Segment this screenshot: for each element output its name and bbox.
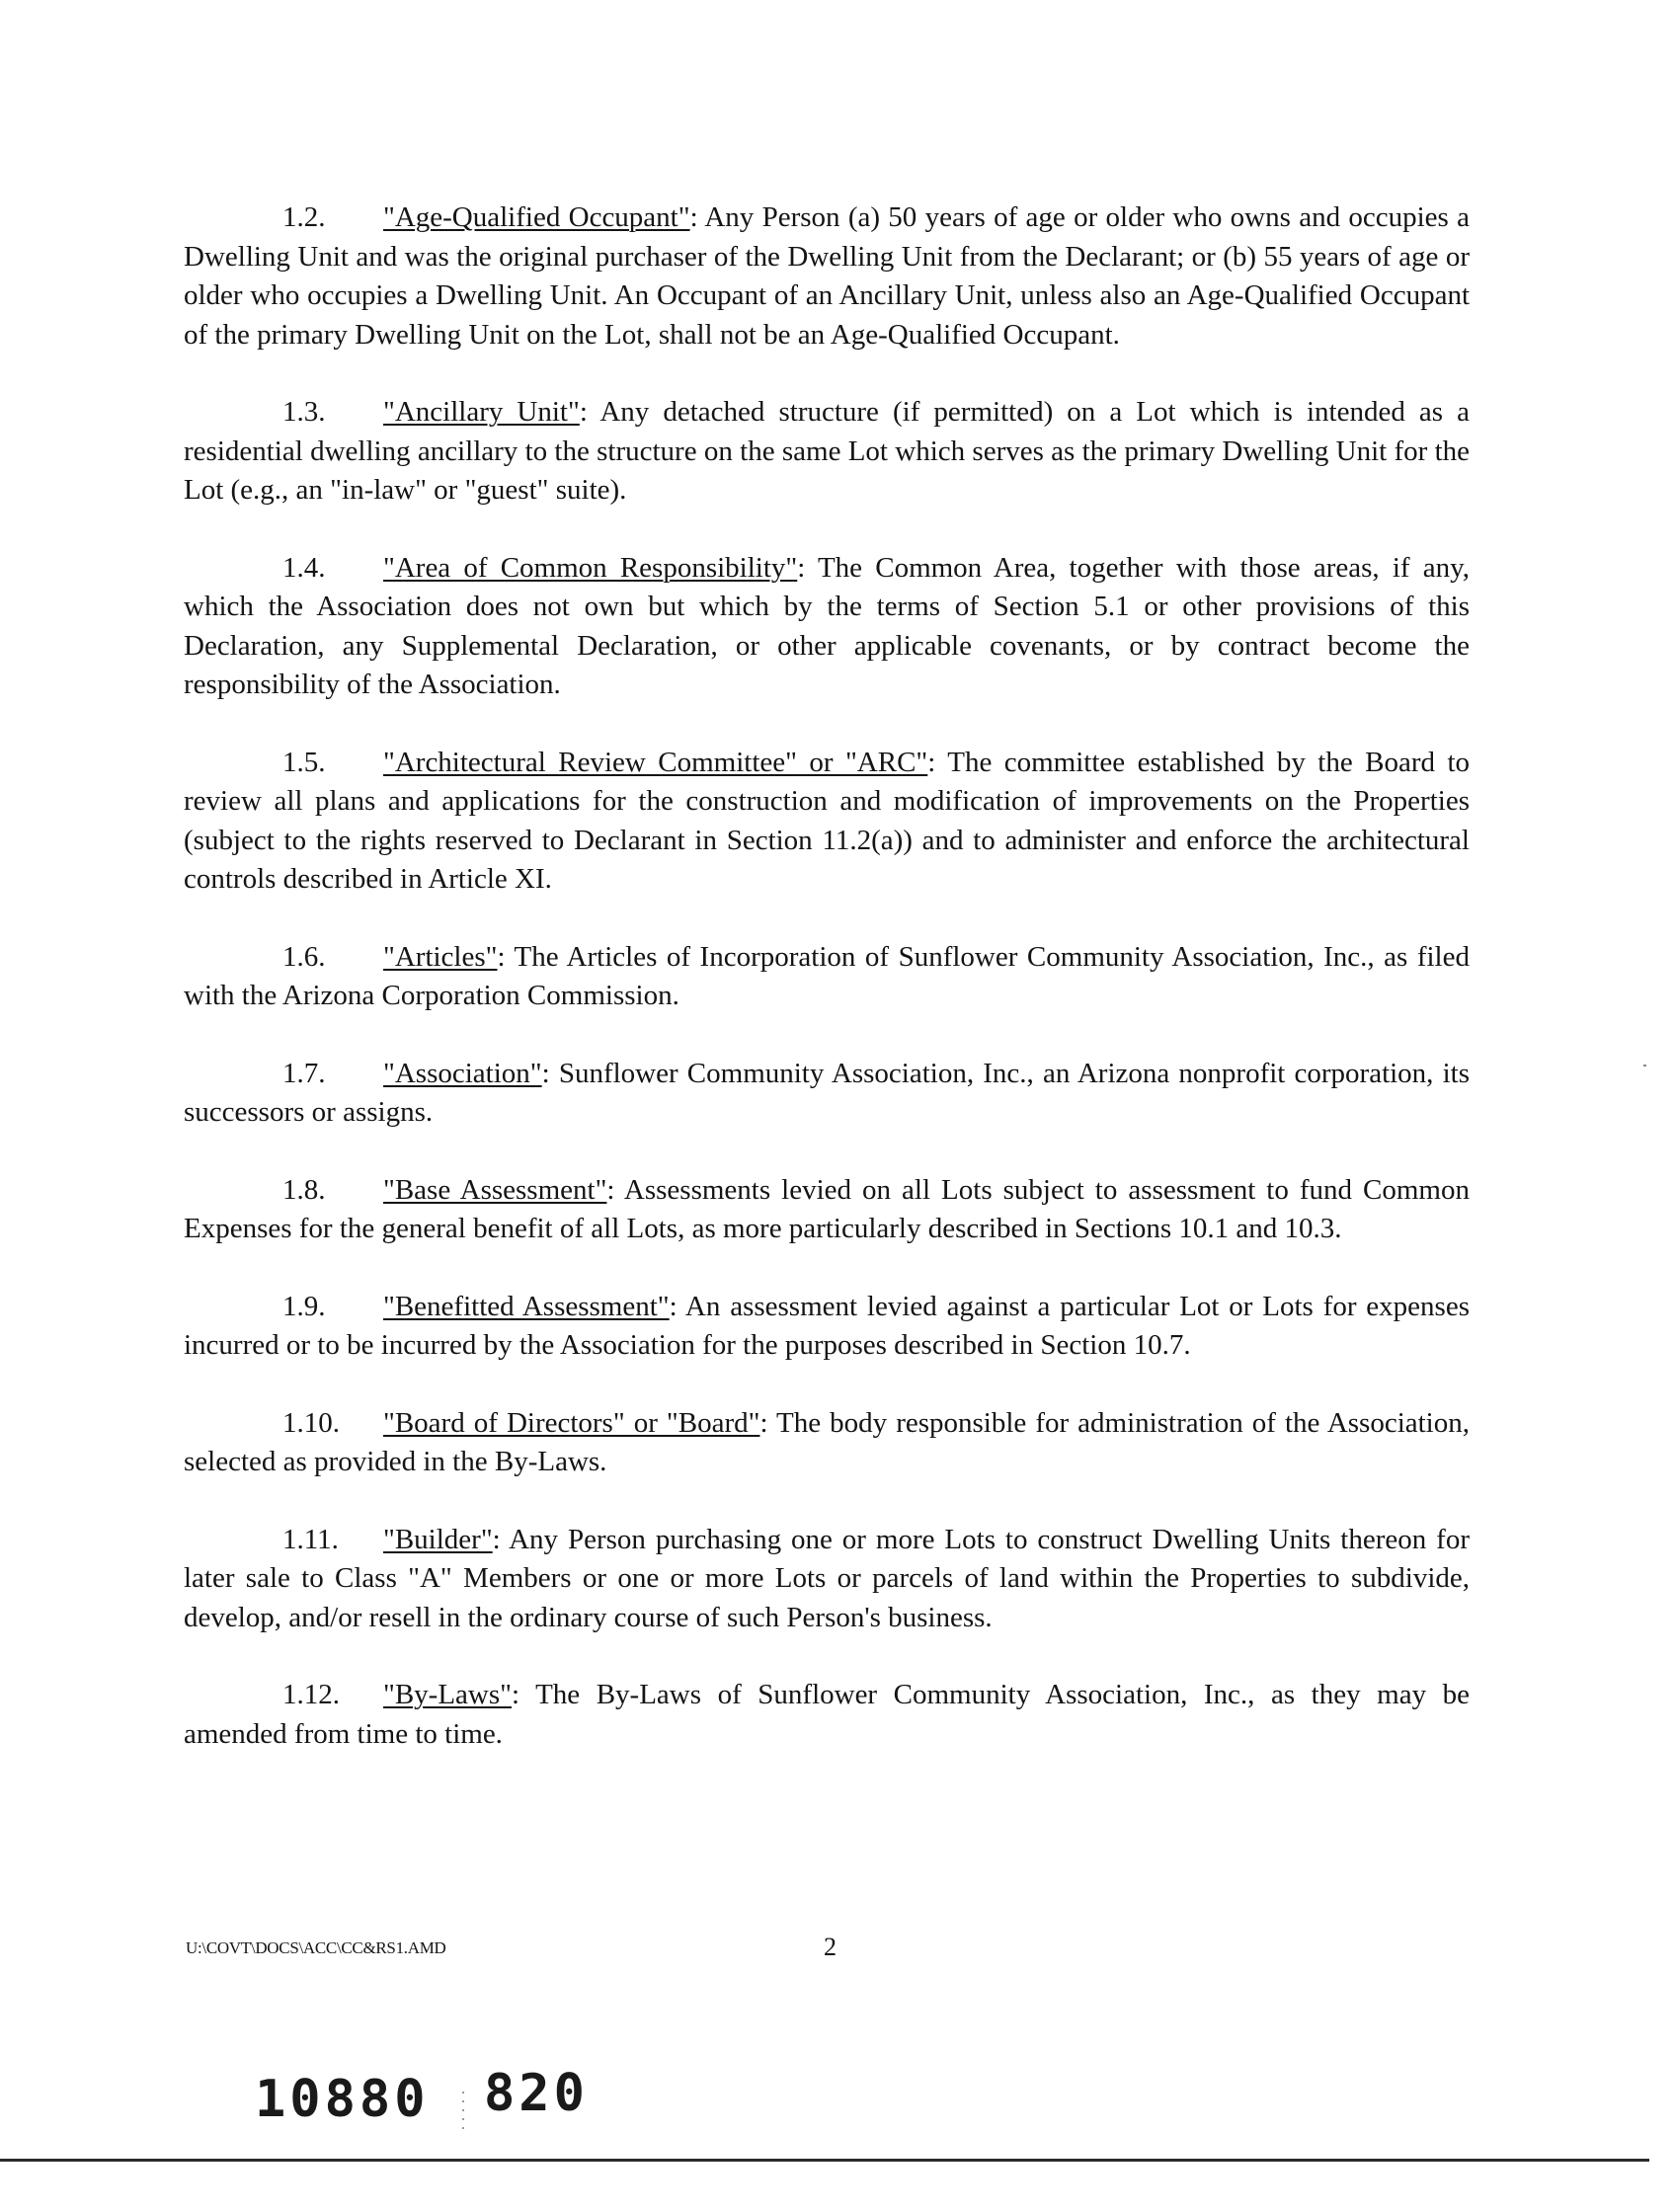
definition-text: : Any Person purchasing one or more Lots to construct Dwelling Units thereon for later sale to Class "A" Members or one or more Lots or parcels of land within the Properties to subdivide, develop, and/or resell in the ordinary course of such Person's business. <box>184 1523 1470 1633</box>
defined-term: "Architectural Review Committee" or "ARC" <box>383 746 928 778</box>
definition-number: 1.8. <box>282 1173 326 1206</box>
defined-term: "Articles" <box>383 940 498 973</box>
defined-term: "Area of Common Responsibility" <box>383 551 798 584</box>
definition-1-4 <box>184 549 1470 705</box>
stamp-separator-dots <box>460 2092 466 2139</box>
definition-text: : The body responsible for administration of the Association, selected as provided in the By-Laws. <box>184 1406 1470 1477</box>
footer-file-path: U:\COVT\DOCS\ACC\CC&RS1.AMD <box>186 1938 446 1957</box>
recording-page-number: 820 <box>484 2064 589 2123</box>
defined-term: "Builder" <box>383 1523 493 1555</box>
definition-1-11 <box>184 1521 1470 1638</box>
defined-term: "Ancillary Unit" <box>383 396 580 428</box>
definition-text: : The Articles of Incorporation of Sunflower Community Association, Inc., as filed with the Arizona Corporation Commission. <box>184 940 1470 1011</box>
definition-text: : Assessments levied on all Lots subject to assessment to fund Common Expenses for the general benefit of all Lots, as more particularly described in Sections 10.1 and 10.3. <box>184 1173 1470 1244</box>
defined-term: "Benefitted Assessment" <box>383 1290 670 1322</box>
definition-number: 1.2. <box>282 201 326 233</box>
definition-text: : The By-Laws of Sunflower Community Association, Inc., as they may be amended from time to time. <box>184 1679 1470 1750</box>
definition-1-10 <box>184 1404 1470 1482</box>
defined-term: "Association" <box>383 1057 542 1089</box>
definition-number: 1.4. <box>282 551 326 584</box>
definition-number: 1.11. <box>282 1523 339 1555</box>
definition-text: : Any detached structure (if permitted) on a Lot which is intended as a residential dwelling ancillary to the structure on the same Lot which serves as the primary Dwelling Unit for the Lot (e.g., an "in-law" or "guest" suite). <box>184 396 1471 506</box>
bottom-rule-line <box>0 2159 1649 2162</box>
definition-1-5 <box>184 744 1470 900</box>
definition-number: 1.12. <box>282 1679 340 1710</box>
definition-text: : The Common Area, together with those areas, if any, which the Association does not own but which by the terms of Section 5.1 or other provisions of this Declaration, any Supplemental Declaration, or other applicable covenants, or by contract become the responsibility of the Association. <box>184 551 1470 700</box>
defined-term: "Age-Qualified Occupant" <box>383 201 690 233</box>
defined-term: "Board of Directors" or "Board" <box>383 1406 760 1439</box>
definition-number: 1.3. <box>282 396 326 428</box>
definition-number: 1.10. <box>282 1406 340 1439</box>
definition-number: 1.9. <box>282 1290 326 1322</box>
definition-number: 1.6. <box>282 940 326 973</box>
scan-speck <box>1643 1065 1646 1066</box>
definition-1-8 <box>184 1171 1470 1249</box>
definition-1-9 <box>184 1288 1470 1366</box>
definition-number: 1.5. <box>282 746 326 778</box>
definition-1-6 <box>184 938 1470 1016</box>
definition-text: : Sunflower Community Association, Inc., an Arizona nonprofit corporation, its successors or assigns. <box>184 1057 1470 1128</box>
definition-1-12 <box>184 1676 1470 1754</box>
definition-text: : Any Person (a) 50 years of age or older who owns and occupies a Dwelling Unit and was the original purchaser of the Dwelling Unit from the Declarant; or (b) 55 years of age or older who occupies a Dwelling Unit. An Occupant of an Ancillary Unit, unless also an Age-Qualified Occupant of the primary Dwelling Unit on the Lot, shall not be an Age-Qualified Occupant. <box>184 201 1470 351</box>
definition-1-3 <box>184 393 1470 511</box>
defined-term: "By-Laws" <box>383 1679 512 1710</box>
definition-1-2 <box>184 198 1470 355</box>
definitions-list <box>184 198 1470 1792</box>
definition-number: 1.7. <box>282 1057 326 1089</box>
definition-text: : An assessment levied against a particular Lot or Lots for expenses incurred or to be incurred by the Association for the purposes described in Section 10.7. <box>184 1290 1470 1361</box>
definition-1-7 <box>184 1055 1470 1133</box>
page-number: 2 <box>824 1933 837 1961</box>
defined-term: "Base Assessment" <box>383 1173 607 1206</box>
recording-book-number: 10880 <box>255 2070 430 2129</box>
definition-text: : The committee established by the Board to review all plans and applications for the construction and modification of improvements on the Properties (subject to the rights reserved to Declarant in Section 11.2(a)) and to administer and enforce the architectural controls described in Article XI. <box>184 746 1470 895</box>
